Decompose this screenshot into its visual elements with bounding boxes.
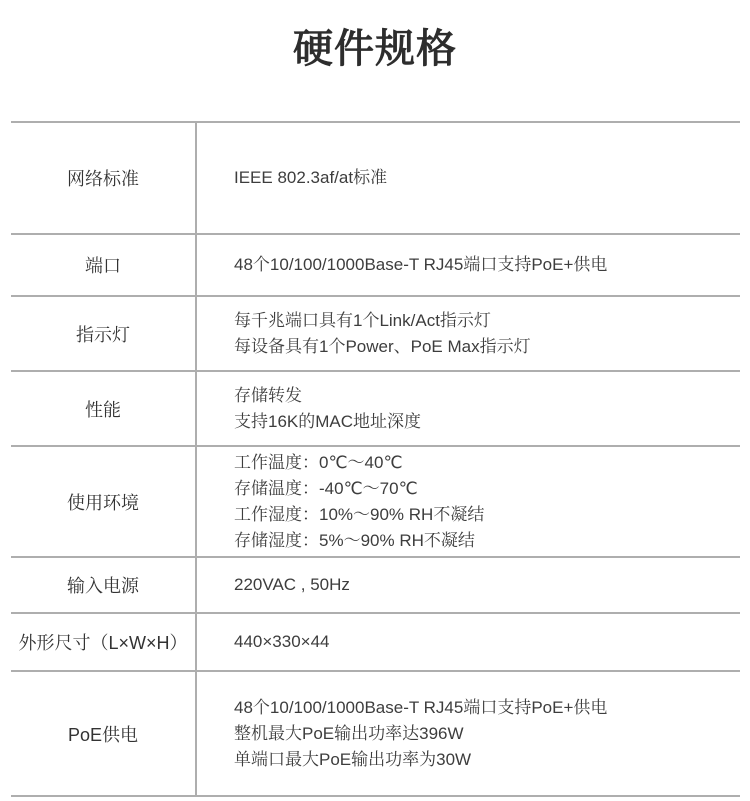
row-value-line: 220VAC , 50Hz [234, 575, 350, 594]
table-row [11, 614, 740, 672]
row-value-line: 存储温度：-40℃～70℃ [234, 478, 418, 498]
row-label: 网络标准 [11, 123, 197, 233]
row-value-line: 440×330×44 [234, 632, 330, 651]
row-label: 外形尺寸（L×W×H） [11, 614, 197, 670]
page-title: 硬件规格 [293, 27, 457, 71]
table-row [11, 235, 740, 297]
row-value-line: 工作湿度：10%～90% RH不凝结 [234, 504, 485, 524]
spec-table [11, 121, 740, 797]
row-value [197, 297, 740, 370]
row-label: 性能 [11, 372, 197, 445]
table-row [11, 447, 740, 558]
row-value-line: 存储转发 [234, 385, 302, 405]
row-value-line: 支持16K的MAC地址深度 [234, 411, 422, 431]
row-value [197, 372, 740, 445]
row-value [197, 614, 740, 670]
row-value [197, 447, 740, 556]
row-label: 输入电源 [11, 558, 197, 612]
row-label: 指示灯 [11, 297, 197, 370]
row-label: PoE供电 [11, 672, 197, 795]
row-value-line: IEEE 802.3af/at标准 [234, 168, 388, 187]
row-value [197, 123, 740, 233]
spec-page [0, 24, 750, 801]
row-value [197, 235, 740, 295]
row-value-line: 48个10/100/1000Base-T RJ45端口支持PoE+供电 [234, 255, 608, 274]
row-label: 使用环境 [11, 447, 197, 556]
table-row [11, 672, 740, 797]
row-value-line: 每千兆端口具有1个Link/Act指示灯 [234, 310, 491, 330]
row-value-line: 存储湿度：5%～90% RH不凝结 [234, 530, 475, 550]
table-row [11, 558, 740, 614]
table-row [11, 123, 740, 235]
row-value-line: 工作温度：0℃～40℃ [234, 452, 403, 472]
row-value-line: 单端口最大PoE输出功率为30W [234, 749, 472, 769]
row-value [197, 672, 740, 795]
row-label: 端口 [11, 235, 197, 295]
row-value-line: 48个10/100/1000Base-T RJ45端口支持PoE+供电 [234, 697, 608, 717]
row-value [197, 558, 740, 612]
table-row [11, 372, 740, 447]
table-row [11, 297, 740, 372]
row-value-line: 每设备具有1个Power、PoE Max指示灯 [234, 336, 531, 356]
row-value-line: 整机最大PoE输出功率达396W [234, 723, 464, 743]
